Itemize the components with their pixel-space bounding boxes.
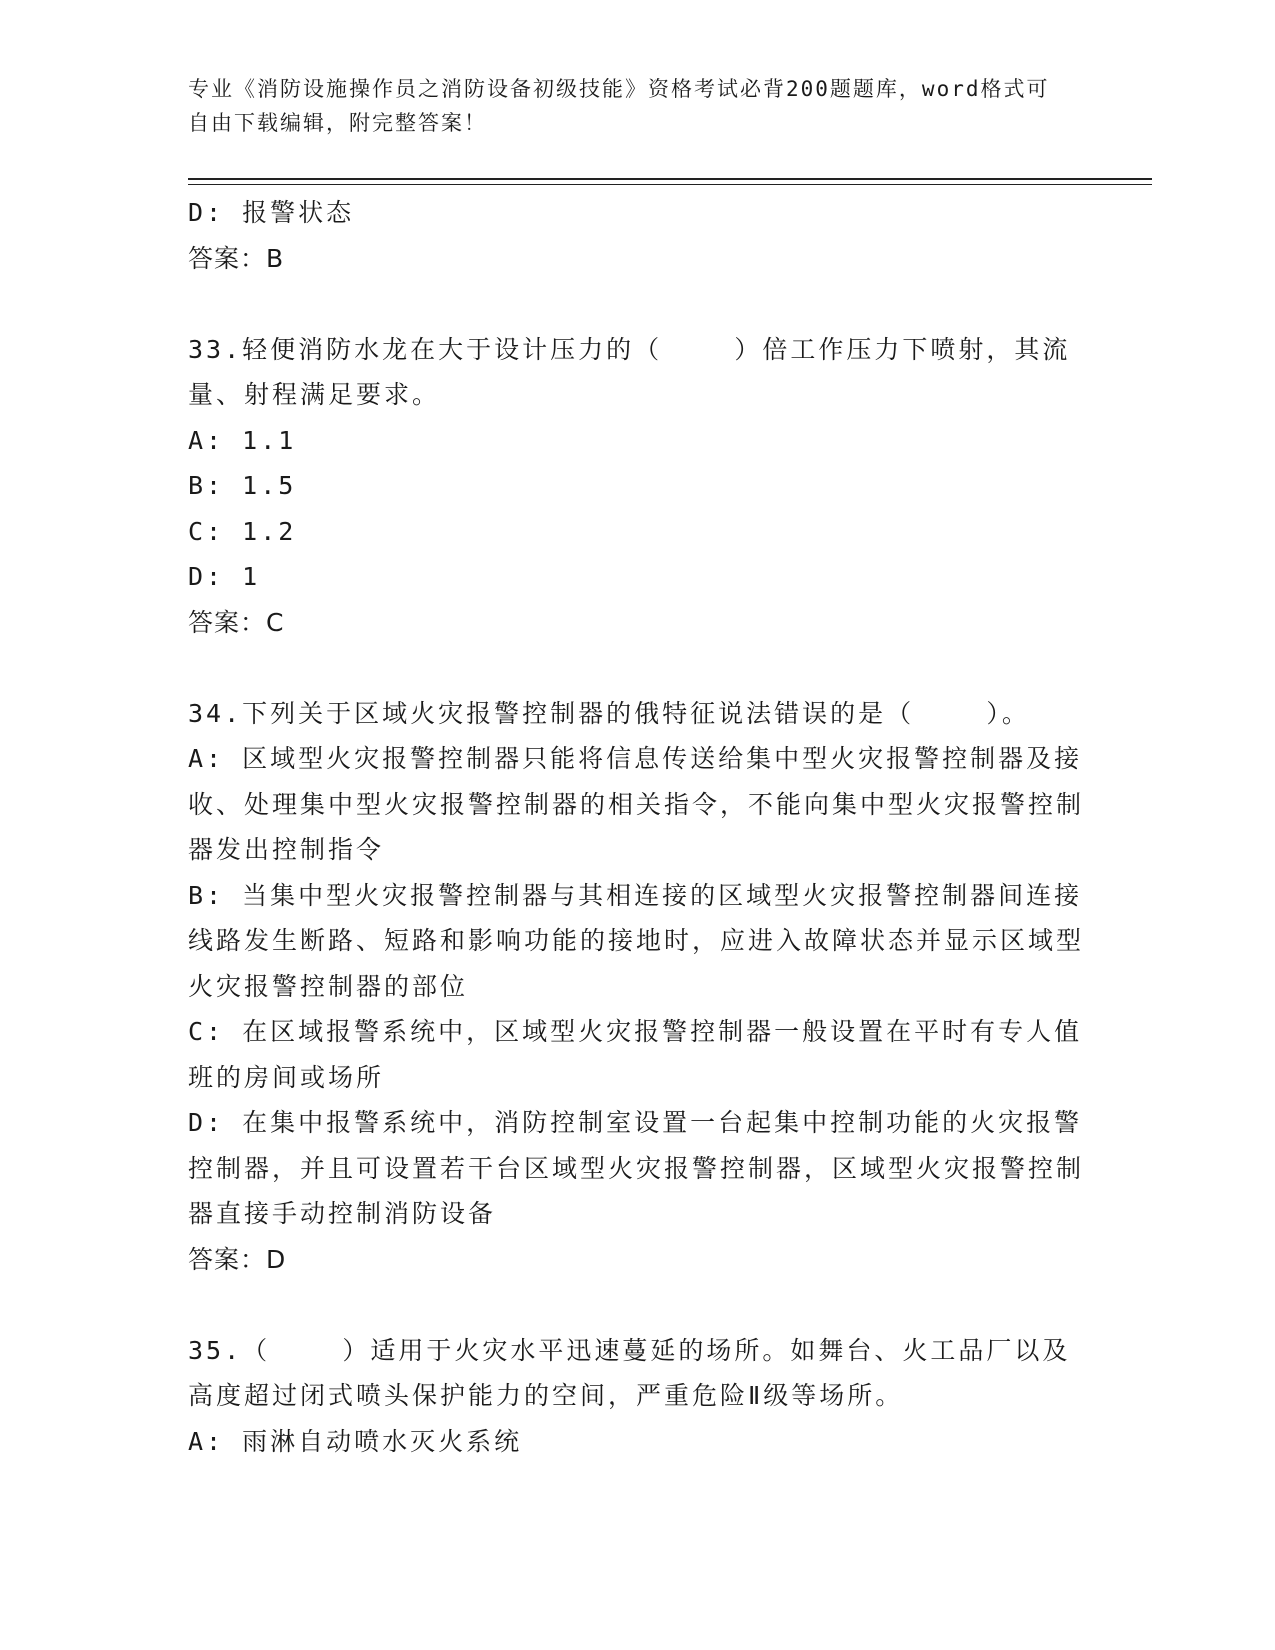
option-a: A: 雨淋自动喷水灭火系统: [188, 1426, 523, 1456]
question-stem: 35.（ ）适用于火灾水平迅速蔓延的场所。如舞台、火工品厂以及高度超过闭式喷头保护能力的空间，严重危险Ⅱ级等场所。: [188, 1335, 1071, 1410]
question-34: [188, 691, 1088, 1283]
spacer: [188, 645, 1088, 691]
header-divider: [188, 178, 1152, 180]
option-b: B: 当集中型火灾报警控制器与其相连接的区域型火灾报警控制器间连接线路发生断路、短路和影响功能的接地时，应进入故障状态并显示区域型火灾报警控制器的部位: [188, 880, 1085, 1001]
header-divider-thin: [188, 184, 1152, 185]
answer-line: 答案：C: [188, 607, 285, 637]
question-stem: 33.轻便消防水龙在大于设计压力的（ ）倍工作压力下喷射，其流量、射程满足要求。: [188, 334, 1071, 409]
answer-line: 答案：B: [188, 243, 285, 273]
option-c: C: 在区域报警系统中，区域型火灾报警控制器一般设置在平时有专人值班的房间或场所: [188, 1017, 1083, 1092]
spacer: [188, 1282, 1088, 1328]
previous-question-tail: [188, 190, 1088, 281]
question-stem: 34.下列关于区域火灾报警控制器的俄特征说法错误的是（ ）。: [188, 698, 1030, 728]
option-d: D: 在集中报警系统中，消防控制室设置一台起集中控制功能的火灾报警控制器，并且可设置若干台区域型火灾报警控制器，区域型火灾报警控制器直接手动控制消防设备: [188, 1108, 1085, 1228]
option-a: A: 区域型火灾报警控制器只能将信息传送给集中型火灾报警控制器及接收、处理集中型火灾报警控制器的相关指令，不能向集中型火灾报警控制器发出控制指令: [188, 744, 1085, 864]
spacer: [188, 281, 1088, 327]
document-header: 专业《消防设施操作员之消防设备初级技能》资格考试必背200题题库，word格式可自由下载编辑，附完整答案！: [188, 77, 1050, 135]
answer-line: 答案：D: [188, 1244, 287, 1274]
option-b: B: 1.5: [188, 471, 297, 500]
question-33: [188, 327, 1088, 646]
option-d: D: 报警状态: [188, 198, 355, 227]
option-d: D: 1: [188, 562, 261, 591]
question-35: [188, 1328, 1088, 1465]
option-c: C: 1.2: [188, 516, 297, 546]
option-a: A: 1.1: [188, 425, 297, 455]
question-content: [188, 190, 1088, 1464]
